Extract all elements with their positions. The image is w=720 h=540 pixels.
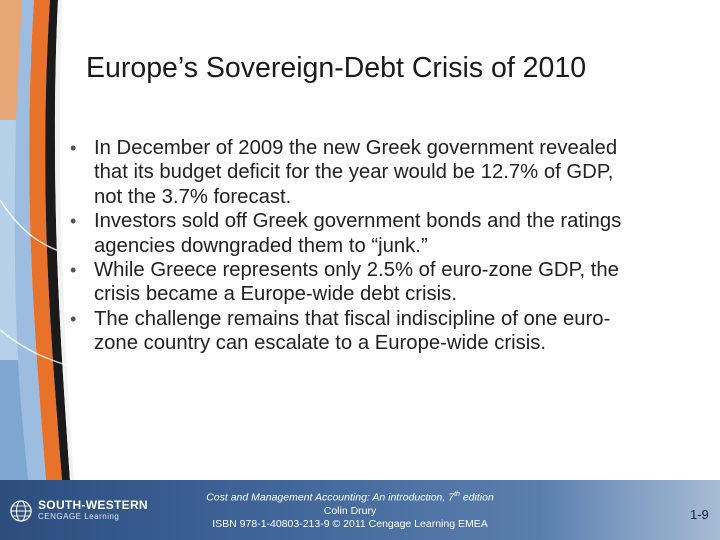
bullet-line: that its budget deficit for the year would be 12.7% of GDP, xyxy=(94,161,614,184)
book-title-line xyxy=(185,488,515,505)
bullet-line: The challenge remains that fiscal indiscipline of one euro- xyxy=(94,307,611,330)
publisher-name: SOUTH-WESTERN xyxy=(38,498,148,512)
edition-superscript: th xyxy=(454,491,460,498)
bullet-marker: • xyxy=(70,308,77,329)
bullet-item xyxy=(70,258,720,307)
bullet-item xyxy=(70,307,720,356)
bullet-item xyxy=(70,209,720,258)
bullet-marker: • xyxy=(70,211,77,232)
publisher-subname: CENGAGE Learning xyxy=(38,512,120,521)
edition-word: edition xyxy=(459,491,494,504)
bullet-line: Investors sold off Greek government bonds and the ratings xyxy=(94,210,622,233)
bullet-line: While Greece represents only 2.5% of euro-zone GDP, the xyxy=(94,259,619,282)
bullet-item xyxy=(70,136,720,209)
bullet-marker: • xyxy=(70,138,77,158)
publisher-logo xyxy=(10,498,160,526)
page-number: 1-9 xyxy=(690,507,709,522)
isbn-line: ISBN 978-1-40803-213-9 © 2011 Cengage Learning EMEA xyxy=(212,517,488,530)
book-title: Cost and Management Accounting: An introduction, 7 xyxy=(206,491,455,504)
bullet-line: In December of 2009 the new Greek government revealed xyxy=(94,137,618,159)
bullet-marker: • xyxy=(70,260,77,281)
bullet-line: zone country can escalate to a Europe-wide crisis. xyxy=(94,332,547,355)
bullet-line: crisis became a Europe-wide debt crisis. xyxy=(94,283,457,306)
bullet-line: agencies downgraded them to “junk.” xyxy=(94,234,428,257)
slide-title: Europe’s Sovereign-Debt Crisis of 2010 xyxy=(86,52,587,84)
globe-icon xyxy=(10,500,32,522)
bullet-list xyxy=(70,136,720,356)
bullet-line: not the 3.7% forecast. xyxy=(94,185,292,208)
author-line: Colin Drury xyxy=(323,504,377,517)
footer-citation xyxy=(185,488,515,531)
